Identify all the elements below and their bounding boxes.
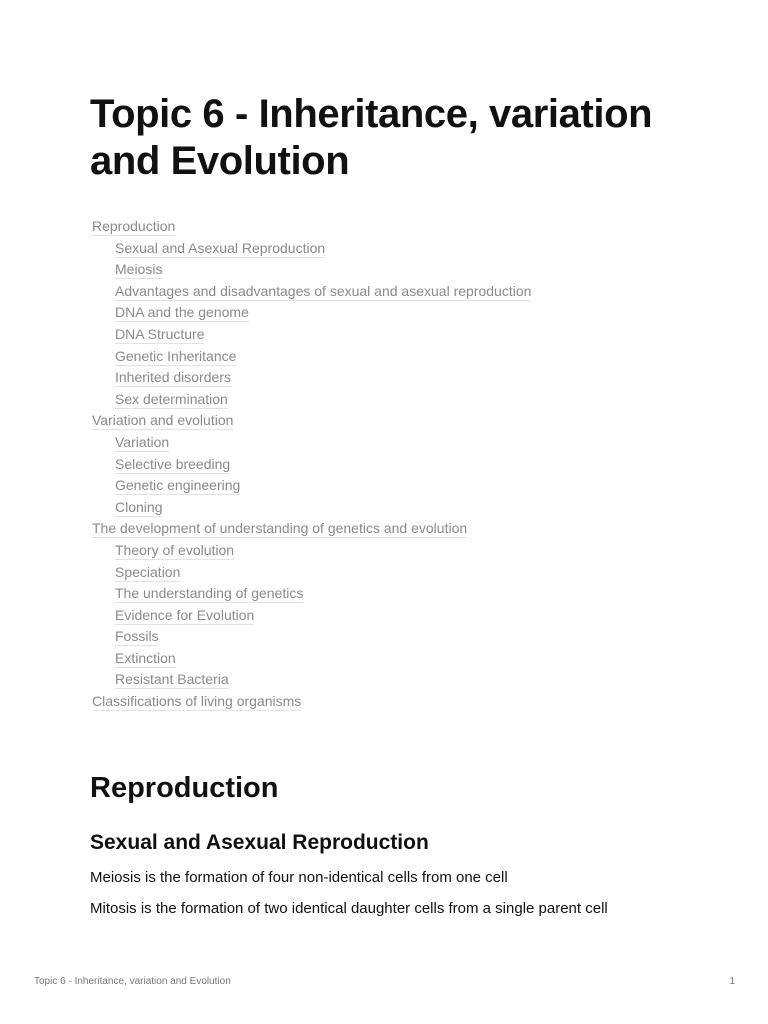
page-number: 1 [729, 976, 735, 987]
toc-item-sexual-asexual-reproduction [92, 238, 692, 260]
toc-item-evidence-for-evolution [92, 605, 692, 627]
toc-link[interactable]: Genetic engineering [115, 477, 241, 494]
toc-link[interactable]: Genetic Inheritance [115, 347, 237, 364]
toc-link[interactable]: The understanding of genetics [115, 585, 304, 602]
toc-item-development-understanding [92, 518, 692, 540]
toc-item-genetic-inheritance [92, 346, 692, 368]
toc-link[interactable]: Selective breeding [115, 455, 231, 472]
toc-link[interactable]: The development of understanding of genetics and evolution [92, 520, 468, 537]
toc-link[interactable]: Theory of evolution [115, 541, 235, 558]
toc-item-fossils [92, 626, 692, 648]
toc-item-dna-genome [92, 302, 692, 324]
toc-item-cloning [92, 497, 692, 519]
toc-link[interactable]: Variation [115, 433, 170, 450]
toc-item-reproduction [92, 216, 692, 238]
toc-link[interactable]: Evidence for Evolution [115, 606, 255, 623]
toc-link[interactable]: Extinction [115, 649, 176, 666]
subsection-heading: Sexual and Asexual Reproduction [90, 831, 429, 854]
toc-item-classifications [92, 691, 692, 713]
table-of-contents [92, 216, 692, 713]
toc-link[interactable]: Speciation [115, 563, 181, 580]
toc-item-selective-breeding [92, 454, 692, 476]
paragraph: Meiosis is the formation of four non-identical cells from one cell [90, 869, 508, 886]
toc-link[interactable]: Classifications of living organisms [92, 693, 302, 710]
toc-item-speciation [92, 562, 692, 584]
toc-item-resistant-bacteria [92, 669, 692, 691]
toc-link[interactable]: Fossils [115, 628, 159, 645]
toc-item-inherited-disorders [92, 367, 692, 389]
toc-link[interactable]: Reproduction [92, 218, 176, 234]
toc-link[interactable]: Meiosis [115, 261, 163, 278]
toc-link[interactable]: Resistant Bacteria [115, 671, 229, 688]
toc-link[interactable]: DNA and the genome [115, 304, 249, 321]
section-heading: Reproduction [90, 772, 279, 804]
toc-link[interactable]: Cloning [115, 498, 163, 515]
toc-link[interactable]: Variation and evolution [92, 412, 234, 429]
toc-item-variation [92, 432, 692, 454]
footer-title: Topic 6 - Inheritance, variation and Evolution [34, 976, 231, 987]
toc-item-meiosis [92, 259, 692, 281]
toc-link[interactable]: DNA Structure [115, 325, 205, 342]
paragraph: Mitosis is the formation of two identical daughter cells from a single parent cell [90, 900, 608, 917]
document-title: Topic 6 - Inheritance, variation and Evolution [90, 92, 653, 183]
toc-item-understanding-genetics [92, 583, 692, 605]
toc-item-variation-evolution [92, 410, 692, 432]
toc-item-dna-structure [92, 324, 692, 346]
toc-item-extinction [92, 648, 692, 670]
toc-item-advantages-disadvantages [92, 281, 692, 303]
toc-item-genetic-engineering [92, 475, 692, 497]
toc-item-sex-determination [92, 389, 692, 411]
toc-link[interactable]: Sexual and Asexual Reproduction [115, 239, 326, 256]
toc-link[interactable]: Sex determination [115, 390, 228, 407]
toc-item-theory-of-evolution [92, 540, 692, 562]
toc-link[interactable]: Advantages and disadvantages of sexual and asexual reproduction [115, 282, 532, 299]
toc-link[interactable]: Inherited disorders [115, 369, 231, 386]
